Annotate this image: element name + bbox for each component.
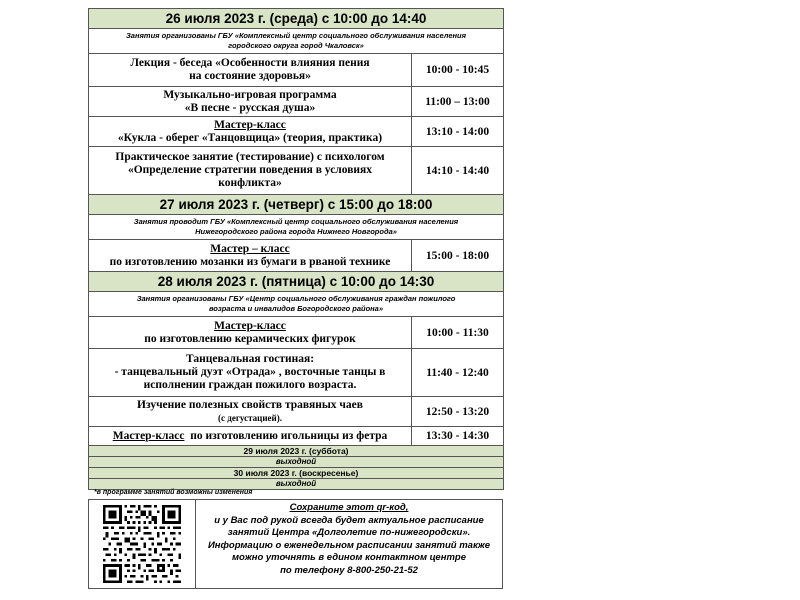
activity-time: 12:50 - 13:20 bbox=[412, 397, 504, 427]
activity-row: Мастер-класс по изготовлению керамических фигурок 10:00 - 11:30 bbox=[89, 317, 504, 349]
weekend-date-row: 29 июля 2023 г. (суббота) bbox=[89, 446, 504, 457]
day-header: 26 июля 2023 г. (среда) с 10:00 до 14:40 bbox=[89, 9, 504, 29]
organizer-row bbox=[89, 29, 504, 54]
activity-row: Лекция - беседа «Особенности влияния пения на состояние здоровья» 10:00 - 10:45 bbox=[89, 54, 504, 87]
activity-row: Танцевальная гостиная: - танцевальный дуэт «Отрада» , восточные танцы в исполнении граждан пожилого возраста. 11:40 - 12:40 bbox=[89, 349, 504, 397]
day-header: 28 июля 2023 г. (пятница) с 10:00 до 14:30 bbox=[89, 272, 504, 292]
activity-time: 13:10 - 14:00 bbox=[412, 117, 504, 147]
activity-time: 15:00 - 18:00 bbox=[412, 240, 504, 272]
activity-time: 11:00 – 13:00 bbox=[412, 87, 504, 117]
changes-note: *в программе занятий возможны изменения bbox=[94, 489, 253, 496]
qr-code-icon[interactable] bbox=[103, 505, 181, 583]
qr-code-cell bbox=[89, 500, 196, 588]
activity-time: 11:40 - 12:40 bbox=[412, 349, 504, 397]
activity-row: Мастер – класс по изготовлению мозанки из бумаги в рваной технике 15:00 - 18:00 bbox=[89, 240, 504, 272]
contact-phone: по телефону 8-800-250-21-52 bbox=[280, 564, 418, 576]
qr-info-box bbox=[88, 499, 503, 589]
qr-call-to-action: Сохраните этот qr-код, bbox=[289, 502, 409, 513]
schedule-table bbox=[88, 8, 504, 490]
activity-time: 13:30 - 14:30 bbox=[412, 427, 504, 446]
activity-time: 10:00 - 11:30 bbox=[412, 317, 504, 349]
weekend-date-row: 30 июля 2023 г. (воскресенье) bbox=[89, 468, 504, 479]
activity-time: 14:10 - 14:40 bbox=[412, 147, 504, 195]
weekend-status-row: выходной bbox=[89, 479, 504, 490]
organizer-line: возраста и инвалидов Богородского района» bbox=[208, 304, 384, 313]
activity-time: 10:00 - 10:45 bbox=[412, 54, 504, 87]
weekend-status-row: выходной bbox=[89, 457, 504, 468]
organizer-row bbox=[89, 215, 504, 240]
day-header: 27 июля 2023 г. (четверг) с 15:00 до 18:00 bbox=[89, 195, 504, 215]
qr-info-text: Сохраните этот qr-код, и у Вас под рукой всегда будет актуальное расписание занятий Центра «Долголетие по-нижегородски». Информацию о еженедельном расписании занятий также можно уточнять в едином контактном центре по телефону 8-800-250-21-52 bbox=[196, 500, 502, 588]
activity-row: Изучение полезных свойств травяных чаев (с дегустацией). 12:50 - 13:20 bbox=[89, 397, 504, 427]
organizer-line: Нижегородского района города Нижнего Новгорода» bbox=[195, 227, 397, 236]
organizer-line: Занятия организованы ГБУ «Центр социального обслуживания граждан пожилого bbox=[136, 294, 456, 303]
organizer-row bbox=[89, 292, 504, 317]
organizer-line: городского округа город Чкаловск» bbox=[228, 41, 364, 50]
activity-row: Мастер-класс «Кукла - оберег «Танцовщица» (теория, практика) 13:10 - 14:00 bbox=[89, 117, 504, 147]
organizer-line: Занятия проводит ГБУ «Комплексный центр социального обслуживания населения bbox=[133, 217, 459, 226]
activity-row: Практическое занятие (тестирование) с психологом «Определение стратегии поведения в условиях конфликта» 14:10 - 14:40 bbox=[89, 147, 504, 195]
activity-row: Мастер-класс по изготовлению игольницы из фетра 13:30 - 14:30 bbox=[89, 427, 504, 446]
activity-row: Музыкально-игровая программа «В песне - русская душа» 11:00 – 13:00 bbox=[89, 87, 504, 117]
organizer-line: Занятия организованы ГБУ «Комплексный центр социального обслуживания населения bbox=[125, 31, 467, 40]
